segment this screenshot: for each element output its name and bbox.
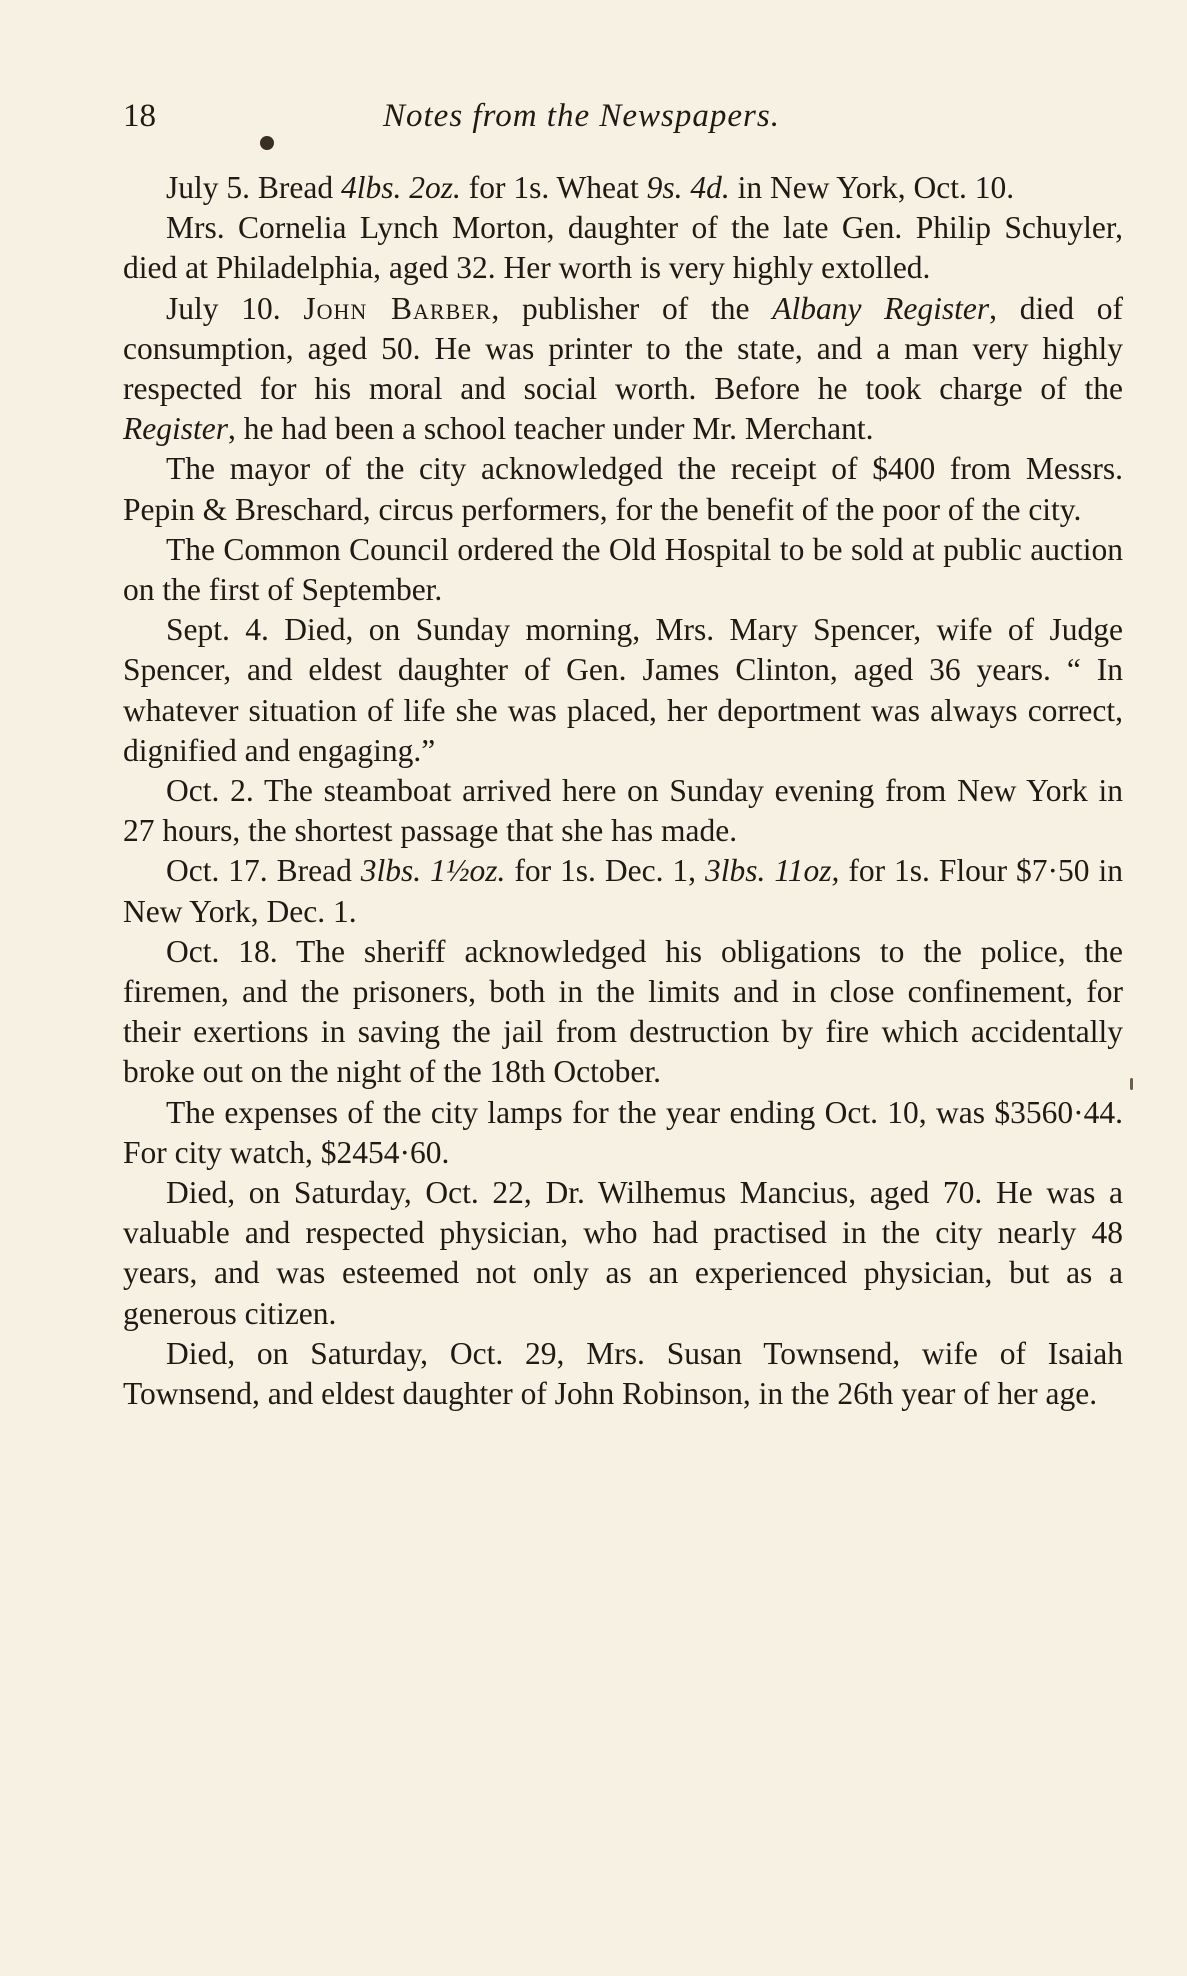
page-number: 18 [123, 98, 156, 134]
paragraph-bread-oct-17: Oct. 17. Bread 3lbs. 1½oz. for 1s. Dec. 1, 3lbs. 11oz, for 1s. Flour $7·50 in New York, Dec. 1. [123, 853, 1123, 929]
paragraph-townsend-obituary: Died, on Saturday, Oct. 29, Mrs. Susan Townsend, wife of Isaiah Townsend, and eldest daughter of John Robinson, in the 26th year of her age. [123, 1335, 1123, 1412]
paragraph-bread-july-5: July 5. Bread 4lbs. 2oz. for 1s. Wheat 9s. 4d. in New York, Oct. 10. [166, 170, 1015, 205]
running-title: Notes from the Newspapers. [383, 98, 780, 134]
paragraph-steamboat: Oct. 2. The steamboat arrived here on Sunday evening from New York in 27 hours, the shortest passage that she has made. [123, 773, 1123, 849]
paragraph-morton-obituary: Mrs. Cornelia Lynch Morton, daughter of the late Gen. Philip Schuyler, died at Philadelphia, aged 32. Her worth is very highly extolled. [123, 210, 1123, 286]
ink-blot-mark [260, 136, 274, 150]
body-text [123, 168, 1123, 1414]
print-smudge-mark [1130, 1078, 1133, 1090]
paragraph-old-hospital: The Common Council ordered the Old Hospital to be sold at public auction on the first of September. [123, 531, 1123, 608]
paragraph-spencer-obituary: Sept. 4. Died, on Sunday morning, Mrs. Mary Spencer, wife of Judge Spencer, and eldest daughter of Gen. James Clinton, aged 36 years. “ In whatever situation of life she was placed, her deportment was always correct, dignified and engaging.” [123, 612, 1123, 768]
paragraph-city-expenses: The expenses of the city lamps for the year ending Oct. 10, was $3560·44. For city watch, $2454·60. [123, 1094, 1123, 1170]
paragraph-circus-donation: The mayor of the city acknowledged the receipt of $400 from Messrs. Pepin & Breschard, circus performers, for the benefit of the poor of the city. [123, 451, 1123, 527]
paragraph-barber-obituary: July 10. John Barber, publisher of the Albany Register, died of consumption, aged 50. He was printer to the state, and a man very highly respected for his moral and social worth. Before he took charge of the Register, he had been a school teacher under Mr. Merchant. [123, 290, 1124, 447]
paragraph-mancius-obituary: Died, on Saturday, Oct. 22, Dr. Wilhemus Mancius, aged 70. He was a valuable and respected physician, who had practised in the city nearly 48 years, and was esteemed not only as an experienced physician, but as a generous citizen. [123, 1175, 1123, 1331]
paragraph-jail-fire: Oct. 18. The sheriff acknowledged his obligations to the police, the firemen, and the prisoners, both in the limits and in close confinement, for their exertions in saving the jail from destruction by fire which accidentally broke out on the night of the 18th October. [123, 933, 1123, 1090]
